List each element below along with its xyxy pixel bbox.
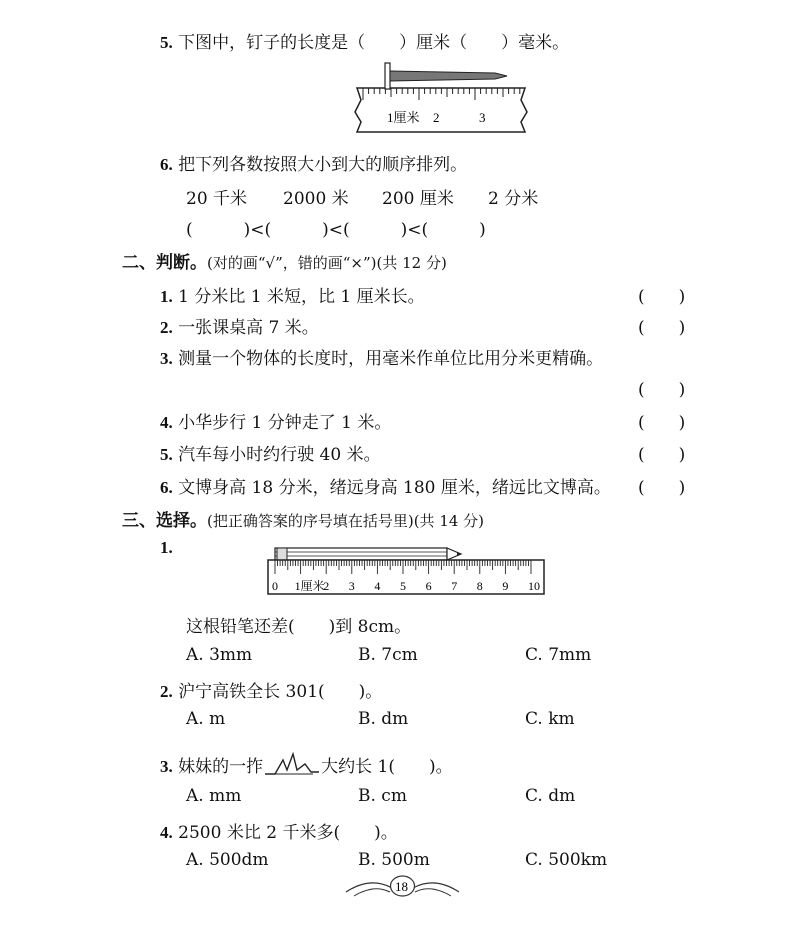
section2-note: (对的画“√”，错的画“×”)(共 12 分) bbox=[207, 254, 447, 272]
judge-item-5 bbox=[160, 440, 381, 465]
q6-value-3: 200 厘米 bbox=[382, 189, 454, 209]
judge-item-text: 一张课桌高 7 米。 bbox=[178, 318, 319, 338]
judge-item-text: 1 分米比 1 米短，比 1 厘米长。 bbox=[178, 287, 425, 307]
judge-item-number: 4. bbox=[160, 413, 173, 432]
choice3-option-b[interactable]: B. cm bbox=[358, 786, 407, 806]
judge-item-1 bbox=[160, 282, 425, 307]
judge-item-text: 汽车每小时约行驶 40 米。 bbox=[178, 445, 381, 465]
page-number-ornament bbox=[340, 870, 465, 904]
choice4-option-b[interactable]: B. 500m bbox=[358, 850, 430, 870]
ruler-label: 5 bbox=[400, 579, 406, 593]
q6-value-2: 2000 米 bbox=[283, 189, 349, 209]
choice2-text: 沪宁高铁全长 301( )。 bbox=[178, 682, 383, 702]
section2-heading bbox=[122, 248, 447, 273]
choice-number: 2. bbox=[160, 682, 173, 701]
judge-item-text: 文博身高 18 分米，绪远身高 180 厘米，绪远比文博高。 bbox=[178, 478, 611, 498]
judge-answer-4[interactable]: ( ) bbox=[638, 413, 686, 433]
ruler-label: 6 bbox=[425, 579, 432, 593]
choice4-option-a[interactable]: A. 500dm bbox=[186, 850, 269, 870]
ruler-label: 9 bbox=[502, 579, 509, 593]
choice4-line bbox=[160, 818, 398, 843]
q6-line bbox=[160, 150, 467, 175]
ruler-label: 10 bbox=[528, 579, 540, 593]
q6-value-4: 2 分米 bbox=[488, 189, 539, 209]
section2-title: 二、判断。 bbox=[122, 253, 207, 273]
ruler-body bbox=[355, 88, 527, 132]
q5-line bbox=[160, 28, 569, 53]
choice4-text: 2500 米比 2 千米多( )。 bbox=[178, 823, 398, 843]
choice2-option-c[interactable]: C. km bbox=[525, 709, 575, 729]
ruler-label: 7 bbox=[451, 579, 458, 593]
nail-ruler-figure bbox=[345, 60, 535, 135]
pencil bbox=[275, 548, 461, 560]
judge-answer-6[interactable]: ( ) bbox=[638, 478, 686, 498]
ruler-label-3: 3 bbox=[479, 110, 486, 125]
q5-text: 下图中，钉子的长度是（ ）厘米（ ）毫米。 bbox=[178, 33, 570, 53]
ruler-label: 8 bbox=[476, 579, 483, 593]
choice3-line bbox=[160, 752, 453, 778]
choice1-number bbox=[160, 538, 173, 558]
q6-blank-row: ( )<( )<( )<( ) bbox=[186, 220, 486, 240]
choice-number: 1. bbox=[160, 538, 173, 557]
judge-answer-3[interactable]: ( ) bbox=[638, 380, 686, 400]
ruler-label: 2 bbox=[323, 579, 330, 593]
choice1-option-c[interactable]: C. 7mm bbox=[525, 645, 592, 665]
choice3-text-before: 妹妹的一拃 bbox=[178, 757, 264, 777]
judge-item-4 bbox=[160, 408, 391, 433]
ruler-label: 0 bbox=[272, 579, 278, 593]
ruler-label: 4 bbox=[374, 579, 381, 593]
choice3-option-a[interactable]: A. mm bbox=[186, 786, 242, 806]
choice2-option-a[interactable]: A. m bbox=[186, 709, 226, 729]
section3-heading bbox=[122, 506, 484, 531]
choice2-line bbox=[160, 677, 382, 702]
choice-number: 4. bbox=[160, 823, 173, 842]
section3-title: 三、选择。 bbox=[122, 511, 207, 531]
choice2-option-b[interactable]: B. dm bbox=[358, 709, 409, 729]
judge-item-6 bbox=[160, 473, 611, 498]
judge-item-number: 6. bbox=[160, 478, 173, 497]
q6-value-1: 20 千米 bbox=[186, 189, 248, 209]
judge-item-2 bbox=[160, 313, 319, 338]
pencil-ruler-figure bbox=[265, 540, 547, 598]
choice3-option-c[interactable]: C. dm bbox=[525, 786, 576, 806]
judge-item-number: 5. bbox=[160, 445, 173, 464]
choice1-text: 这根铅笔还差( )到 8cm。 bbox=[186, 617, 412, 637]
judge-answer-1[interactable]: ( ) bbox=[638, 287, 686, 307]
q5-number: 5. bbox=[160, 33, 173, 52]
judge-item-text: 测量一个物体的长度时，用毫米作单位比用分米更精确。 bbox=[178, 349, 604, 369]
choice1-option-b[interactable]: B. 7cm bbox=[358, 645, 418, 665]
judge-item-number: 1. bbox=[160, 287, 173, 306]
judge-answer-2[interactable]: ( ) bbox=[638, 318, 686, 338]
q6-text: 把下列各数按照大小到大的顺序排列。 bbox=[178, 155, 468, 175]
choice-number: 3. bbox=[160, 757, 173, 776]
judge-item-number: 3. bbox=[160, 349, 173, 368]
hand-span-icon bbox=[263, 752, 321, 778]
section3-note: (把正确答案的序号填在括号里)(共 14 分) bbox=[207, 512, 485, 530]
page-number: 18 bbox=[395, 879, 408, 894]
judge-item-text: 小华步行 1 分钟走了 1 米。 bbox=[178, 413, 392, 433]
judge-item-3 bbox=[160, 344, 603, 369]
ruler-label: 3 bbox=[348, 579, 355, 593]
ruler-label: 1厘米 bbox=[294, 579, 325, 593]
choice4-option-c[interactable]: C. 500km bbox=[525, 850, 608, 870]
ruler-label-2: 2 bbox=[433, 110, 440, 125]
choice3-text-after: 大约长 1( )。 bbox=[321, 757, 453, 777]
judge-answer-5[interactable]: ( ) bbox=[638, 445, 686, 465]
ruler-label-1cm: 1厘米 bbox=[387, 110, 420, 125]
judge-item-number: 2. bbox=[160, 318, 173, 337]
choice1-option-a[interactable]: A. 3mm bbox=[186, 645, 253, 665]
q6-number: 6. bbox=[160, 155, 173, 174]
nail-shaft bbox=[390, 71, 507, 81]
nail-head bbox=[385, 63, 390, 89]
